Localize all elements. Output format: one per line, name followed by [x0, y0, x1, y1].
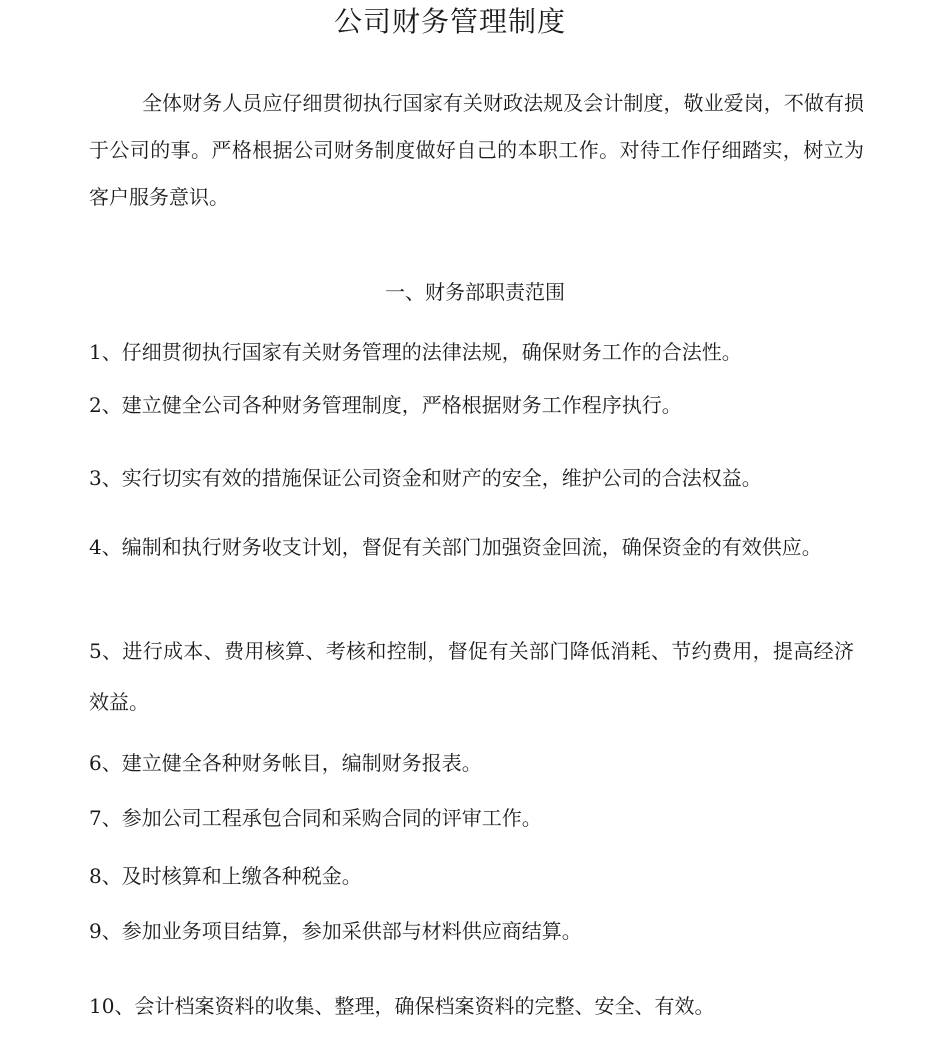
intro-paragraph: 全体财务人员应仔细贯彻执行国家有关财政法规及会计制度，敬业爱岗，不做有损于公司的事。严格根据公司财务制度做好自己的本职工作。对待工作仔细踏实，树立为客户服务意识。	[89, 91, 864, 209]
list-item: 6、建立健全各种财务帐目，编制财务报表。	[89, 751, 482, 775]
list-item: 9、参加业务项目结算，参加采供部与材料供应商结算。	[89, 919, 582, 943]
list-item: 1、仔细贯彻执行国家有关财务管理的法律法规，确保财务工作的合法性。	[89, 340, 742, 364]
list-item: 3、实行切实有效的措施保证公司资金和财产的安全，维护公司的合法权益。	[89, 466, 762, 490]
document-title: 公司财务管理制度	[333, 5, 566, 38]
section-heading: 一、财务部职责范围	[385, 280, 565, 304]
list-item: 8、及时核算和上缴各种税金。	[89, 864, 362, 888]
list-item: 2、建立健全公司各种财务管理制度，严格根据财务工作程序执行。	[89, 393, 682, 417]
list-item: 4、编制和执行财务收支计划，督促有关部门加强资金回流，确保资金的有效供应。	[89, 535, 822, 559]
list-item: 7、参加公司工程承包合同和采购合同的评审工作。	[89, 806, 542, 830]
list-item: 5、进行成本、费用核算、考核和控制，督促有关部门降低消耗、节约费用，提高经济效益。	[89, 639, 854, 714]
list-item: 10、会计档案资料的收集、整理，确保档案资料的完整、安全、有效。	[89, 994, 715, 1018]
